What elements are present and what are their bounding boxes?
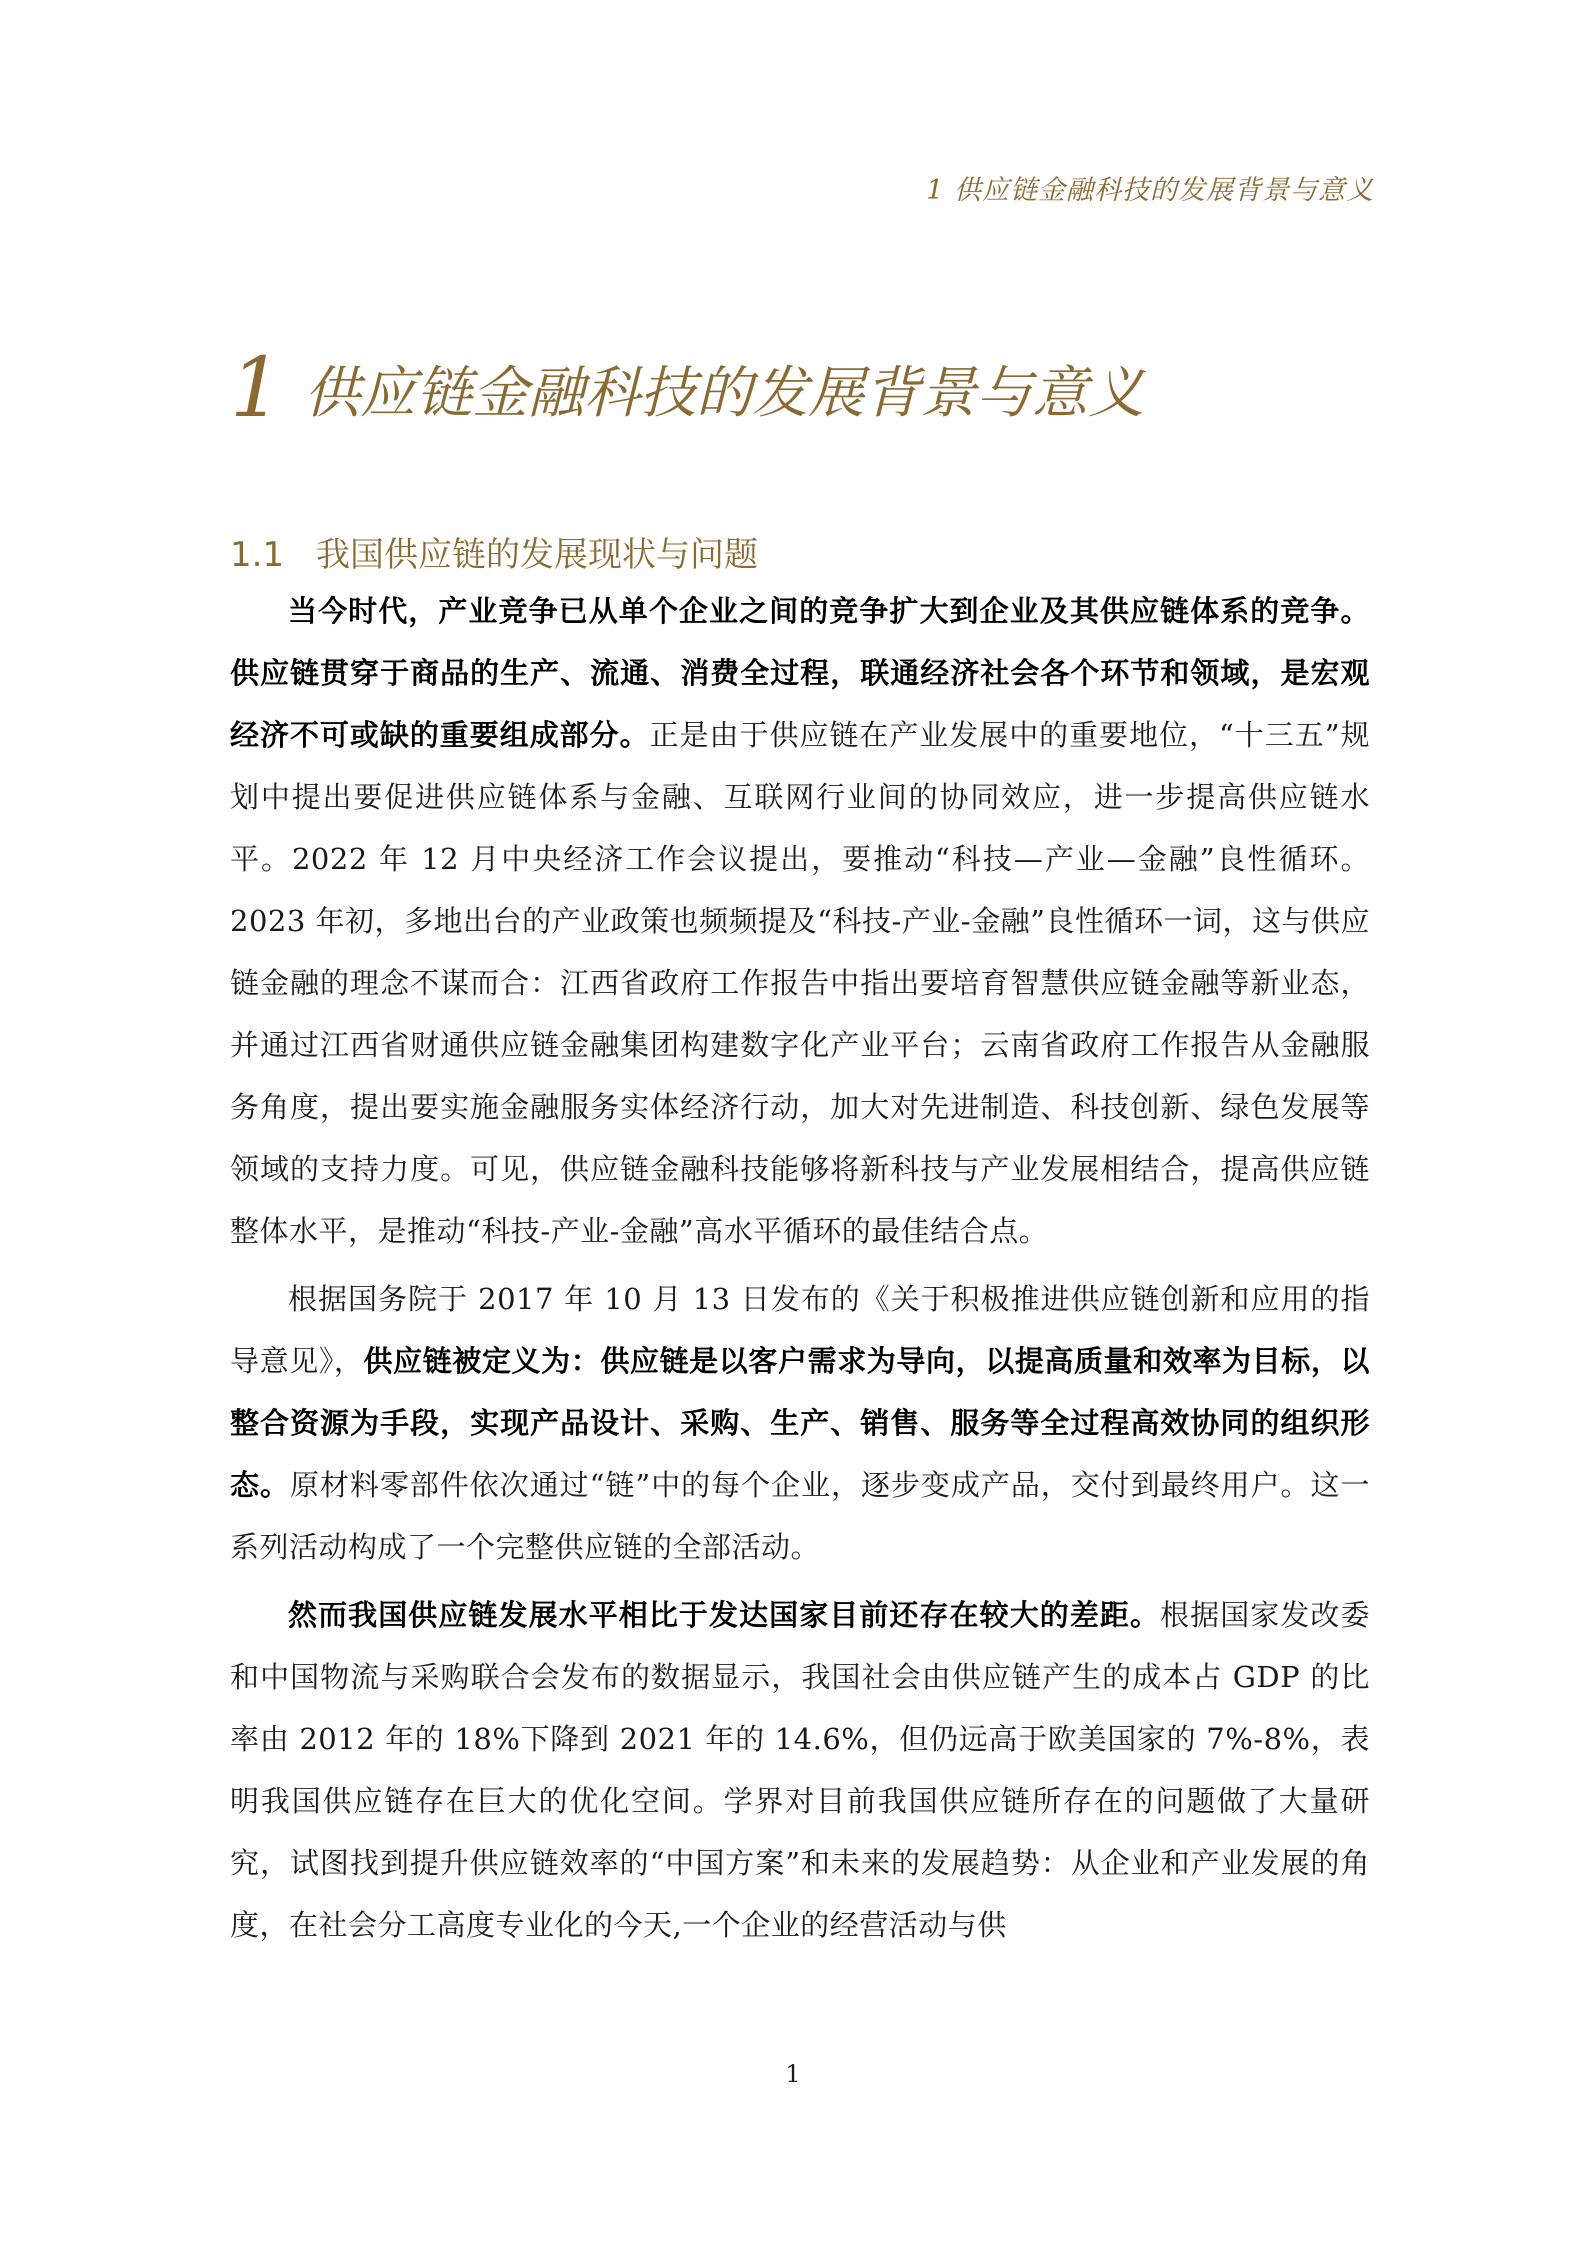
- paragraph-3: [230, 1584, 1370, 1956]
- chapter-number: 1: [230, 341, 283, 436]
- running-header: 1 供应链金融科技的发展背景与意义: [926, 175, 1374, 206]
- chapter-title-text: 供应链金融科技的发展背景与意义: [304, 361, 1145, 426]
- paragraph-1: [230, 580, 1370, 1262]
- paragraph-3-bold: 然而我国供应链发展水平相比于发达国家目前还存在较大的差距。: [288, 1598, 1161, 1632]
- paragraph-1-text: 正是由于供应链在产业发展中的重要地位，“十三五”规划中提出要促进供应链体系与金融、互联网行业间的协同效应，进一步提高供应链水平。2022 年 12 月中央经济工作会议提出，要推动“科技—产业—金融”良性循环。2023 年初，多地出台的产业政策也频频提及“科技-产业-金融”良性循环一词，这与供应链金融的理念不谋而合：江西省政府工作报告中指出要培育智慧供应链金融等新业态，并通过江西省财通供应链金融集团构建数字化产业平台；云南省政府工作报告从金融服务角度，提出要实施金融服务实体经济行动，加大对先进制造、科技创新、绿色发展等领域的支持力度。可见，供应链金融科技能够将新科技与产业发展相结合，提高供应链整体水平，是推动“科技-产业-金融”高水平循环的最佳结合点。: [230, 718, 1370, 1248]
- paragraph-2-lead: 根据国务院于 2017 年 10 月 13 日发布的《关于积极推进供应链创新和应用的指导意见》，: [230, 1282, 1370, 1378]
- paragraph-2-text: 原材料零部件依次通过“链”中的每个企业，逐步变成产品，交付到最终用户。这一系列活动构成了一个完整供应链的全部活动。: [230, 1468, 1370, 1564]
- paragraph-3-text: 根据国家发改委和中国物流与采购联合会发布的数据显示，我国社会由供应链产生的成本占 GDP 的比率由 2012 年的 18%下降到 2021 年的 14.6%，但仍远高于欧美国家的 7%-8%，表明我国供应链存在巨大的优化空间。学界对目前我国供应链所存在的问题做了大量研究，试图找到提升供应链效率的“中国方案”和未来的发展趋势：从企业和产业发展的角度，在社会分工高度专业化的今天,一个企业的经营活动与供: [230, 1598, 1370, 1942]
- section-title: [230, 527, 758, 576]
- section-title-text: 我国供应链的发展现状与问题: [316, 535, 758, 575]
- paragraph-2: [230, 1268, 1370, 1578]
- page-number: 1: [785, 2060, 801, 2088]
- section-number: 1.1: [230, 535, 285, 575]
- paragraph-2-bold: 供应链被定义为：供应链是以客户需求为导向，以提高质量和效率为目标，以整合资源为手段，实现产品设计、采购、生产、销售、服务等全过程高效协同的组织形态。: [230, 1344, 1370, 1502]
- body-text: [230, 580, 1370, 1962]
- paragraph-1-bold: 当今时代，产业竞争已从单个企业之间的竞争扩大到企业及其供应链体系的竞争。供应链贯穿于商品的生产、流通、消费全过程，联通经济社会各个环节和领域，是宏观经济不可或缺的重要组成部分。: [230, 594, 1370, 752]
- chapter-title: [230, 340, 1144, 438]
